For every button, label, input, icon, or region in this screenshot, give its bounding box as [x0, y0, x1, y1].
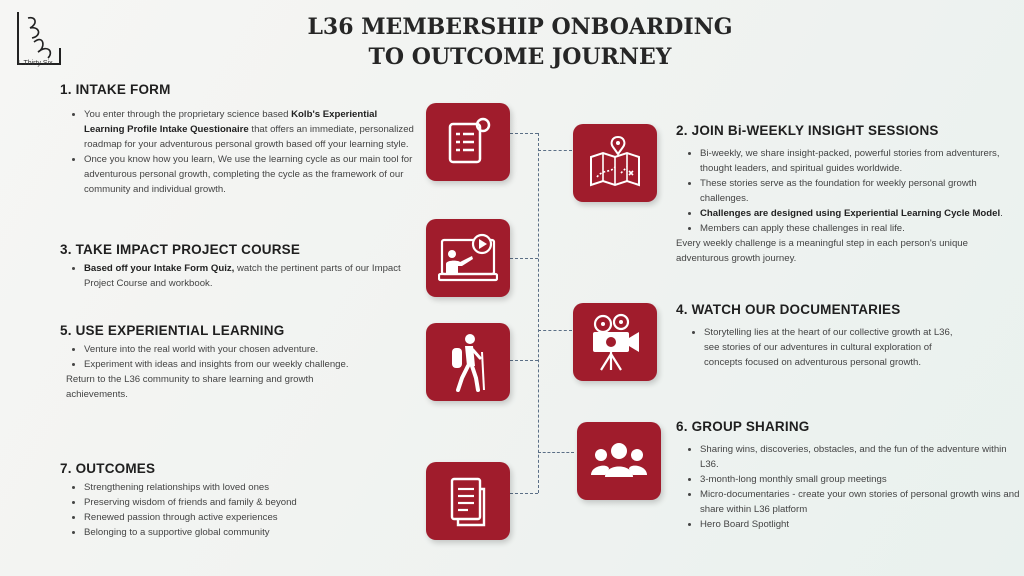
section-experiential-learning — [60, 323, 360, 402]
logo-text: L Thirty Six — [18, 60, 53, 67]
list-item: • Venture into the real world with your chosen adventure. — [84, 342, 354, 357]
section-heading: 6. GROUP SHARING — [676, 419, 810, 434]
section-note: Every weekly challenge is a meaningful step in each person's unique adventurous growth journey. — [676, 238, 968, 264]
form-icon — [438, 112, 498, 172]
group-sharing-tile — [577, 422, 661, 500]
list-item: • Renewed passion through active experiences — [84, 510, 380, 525]
page-title — [240, 12, 800, 72]
connector — [510, 133, 538, 134]
film-camera-icon — [585, 312, 645, 372]
section-heading: 4. WATCH OUR DOCUMENTARIES — [676, 302, 901, 317]
outcomes-tile — [426, 462, 510, 540]
list-item: • Once you know how you learn, We use the learning cycle as our main tool for adventurous personal growth, completing the cycle as the framework of our community and individual growth. — [84, 152, 415, 197]
list-item: • Strengthening relationships with loved ones — [84, 480, 380, 495]
section-insight-sessions — [676, 123, 1021, 266]
section-documentaries — [676, 302, 976, 370]
list-item: • Hero Board Spotlight — [700, 517, 1021, 532]
section-group-sharing — [676, 419, 1021, 532]
list-item: • Challenges are designed using Experiential Learning Cycle Model. — [700, 206, 1021, 221]
title-line-2: TO OUTCOME JOURNEY — [368, 44, 672, 70]
list-item: • Based off your Intake Form Quiz, watch the pertinent parts of our Impact Project Course and workbook. — [84, 261, 415, 291]
section-heading: 5. USE EXPERIENTIAL LEARNING — [60, 323, 285, 338]
list-item: • Belonging to a supportive global community — [84, 525, 380, 540]
connector — [510, 493, 538, 494]
list-item: • Members can apply these challenges in real life. — [700, 221, 1021, 236]
list-item: • 3-month-long monthly small group meetings — [700, 472, 1021, 487]
list-item: • Micro-documentaries - create your own stories of personal growth wins and share within L36 platform — [700, 487, 1021, 517]
list-item: • Experiment with ideas and insights from our weekly challenge. — [84, 357, 354, 372]
insight-sessions-tile — [573, 124, 657, 202]
section-heading: 3. TAKE IMPACT PROJECT COURSE — [60, 242, 301, 257]
list-item: • These stories serve as the foundation for weekly personal growth challenges. — [700, 176, 1021, 206]
title-line-1: L36 MEMBERSHIP ONBOARDING — [307, 14, 733, 40]
connector — [538, 452, 574, 453]
group-icon — [589, 431, 649, 491]
hiker-icon — [438, 332, 498, 392]
document-icon — [438, 471, 498, 531]
section-heading: 7. OUTCOMES — [60, 461, 156, 476]
list-item: • Storytelling lies at the heart of our collective growth at L36, see stories of our adventures in cultural exploration of concepts focused on adventurous personal growth. — [704, 325, 966, 370]
connector — [510, 360, 538, 361]
list-item: • Sharing wins, discoveries, obstacles, and the fun of the adventure within L36. — [700, 442, 1021, 472]
section-note: Return to the L36 community to share learning and growth achievements. — [66, 374, 314, 400]
impact-course-tile — [426, 219, 510, 297]
list-item: • You enter through the proprietary science based Kolb's Experiential Learning Profile Intake Questionaire that offers an immediate, personalized roadmap for your adventurous personal growth based off your learning style. — [84, 107, 415, 152]
section-intake-form — [60, 82, 415, 197]
list-item: • Preserving wisdom of friends and family & beyond — [84, 495, 380, 510]
section-heading: 2. JOIN Bi-WEEKLY INSIGHT SESSIONS — [676, 123, 939, 138]
section-heading: 1. INTAKE FORM — [60, 82, 171, 97]
experiential-learning-tile — [426, 323, 510, 401]
map-icon — [585, 133, 645, 193]
section-impact-course — [60, 242, 415, 291]
connector — [538, 330, 572, 331]
intake-form-tile — [426, 103, 510, 181]
documentaries-tile — [573, 303, 657, 381]
section-outcomes — [60, 461, 380, 540]
video-lesson-icon — [438, 228, 498, 288]
connector-spine — [538, 133, 539, 493]
connector — [510, 258, 538, 259]
connector — [538, 150, 572, 151]
list-item: • Bi-weekly, we share insight-packed, powerful stories from adventurers, thought leaders, and spiritual guides worldwide. — [700, 146, 1021, 176]
